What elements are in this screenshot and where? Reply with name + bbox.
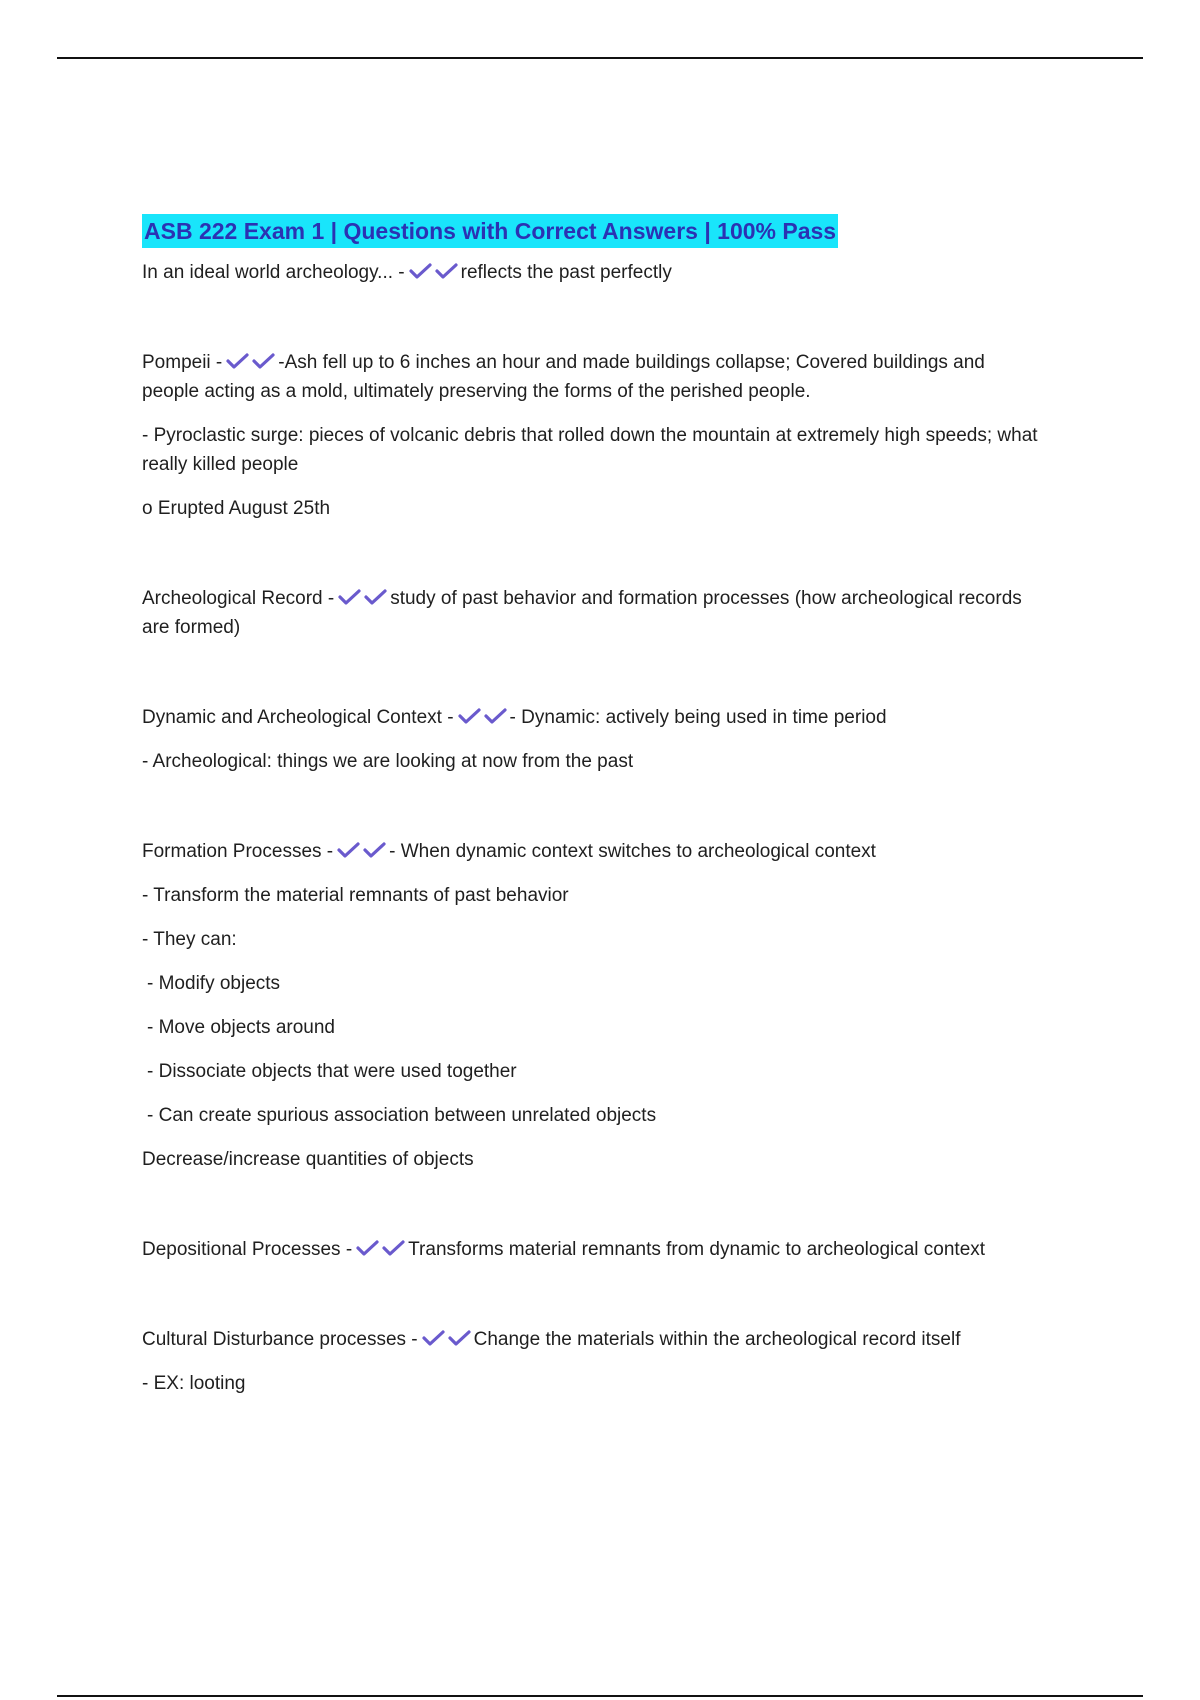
qa-line	[142, 1235, 1042, 1264]
top-page-rule	[57, 57, 1143, 59]
qa-item	[142, 348, 1042, 523]
document-title: ASB 222 Exam 1 | Questions with Correct Answers | 100% Pass	[142, 214, 838, 248]
detail-line: - They can:	[142, 929, 237, 950]
qa-line	[142, 1325, 1042, 1354]
item-spacer	[142, 1189, 1042, 1235]
answer-text: -Ash fell up to 6 inches an hour and made buildings collapse; Covered buildings and people acting as a mold, ultimately preserving the forms of the perished people.	[142, 352, 985, 402]
item-spacer	[142, 538, 1042, 584]
qa-list	[142, 258, 1042, 1398]
detail-line: - EX: looting	[142, 1373, 246, 1394]
detail-line: o Erupted August 25th	[142, 498, 331, 519]
qa-item	[142, 584, 1042, 642]
double-check-icon	[422, 1328, 472, 1348]
answer-text: Transforms material remnants from dynamic to archeological context	[408, 1239, 986, 1260]
double-check-icon	[226, 351, 276, 371]
answer-text: - When dynamic context switches to archeological context	[389, 841, 876, 862]
qa-line	[142, 348, 1042, 406]
qa-item	[142, 1325, 1042, 1398]
qa-line	[142, 837, 1042, 866]
answer-text: reflects the past perfectly	[460, 262, 672, 283]
answer-text: study of past behavior and formation processes (how archeological records are formed)	[142, 588, 1022, 638]
item-spacer	[142, 791, 1042, 837]
qa-line	[142, 703, 1042, 732]
double-check-icon	[409, 261, 459, 281]
detail-line: - Archeological: things we are looking at now from the past	[142, 751, 634, 772]
term-text: In an ideal world archeology... -	[142, 262, 405, 283]
qa-line	[142, 584, 1042, 642]
term-text: Formation Processes -	[142, 841, 334, 862]
item-spacer	[142, 1279, 1042, 1325]
double-check-icon	[338, 587, 388, 607]
term-text: Dynamic and Archeological Context -	[142, 707, 454, 728]
qa-item	[142, 258, 1042, 287]
document-body	[142, 214, 1042, 1413]
double-check-icon	[356, 1238, 406, 1258]
detail-line: - Pyroclastic surge: pieces of volcanic debris that rolled down the mountain at extremely high speeds; what really killed people	[142, 425, 1038, 475]
double-check-icon	[458, 706, 508, 726]
detail-line: - Move objects around	[147, 1017, 335, 1038]
detail-line: Decrease/increase quantities of objects	[142, 1149, 474, 1170]
qa-item	[142, 837, 1042, 1174]
item-spacer	[142, 302, 1042, 348]
term-text: Depositional Processes -	[142, 1239, 353, 1260]
qa-item	[142, 1235, 1042, 1264]
detail-line: - Can create spurious association between unrelated objects	[147, 1105, 657, 1126]
answer-text: Change the materials within the archeological record itself	[473, 1329, 961, 1350]
bottom-page-rule	[57, 1695, 1143, 1697]
detail-line: - Dissociate objects that were used together	[147, 1061, 517, 1082]
detail-line: - Modify objects	[147, 973, 281, 994]
item-spacer	[142, 657, 1042, 703]
term-text: Archeological Record -	[142, 588, 335, 609]
qa-item	[142, 703, 1042, 776]
qa-line	[142, 258, 1042, 287]
detail-line: - Transform the material remnants of past behavior	[142, 885, 569, 906]
answer-text: - Dynamic: actively being used in time period	[509, 707, 887, 728]
term-text: Cultural Disturbance processes -	[142, 1329, 418, 1350]
double-check-icon	[337, 840, 387, 860]
term-text: Pompeii -	[142, 352, 223, 373]
